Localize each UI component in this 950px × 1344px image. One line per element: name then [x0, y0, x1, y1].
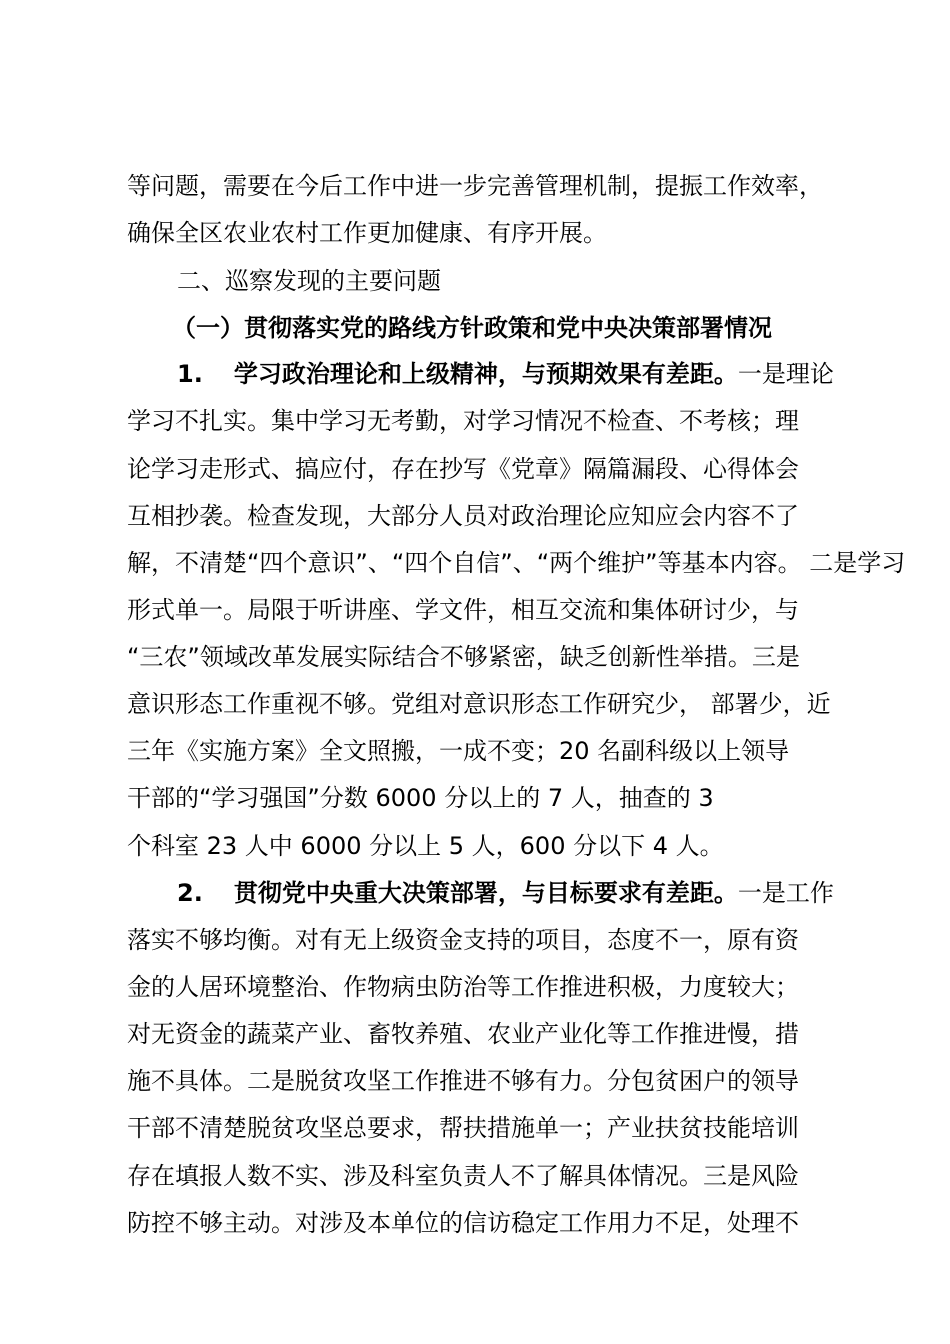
- text-line: 三年《实施方案》全文照搬，一成不变；20 名副科级以上领导: [127, 737, 790, 765]
- item-2-heading: 贯彻党中央重大决策部署，与目标要求有差距。: [233, 879, 738, 907]
- text-line: 互相抄袭。检查发现，大部分人员对政治理论应知应会内容不了: [127, 502, 799, 530]
- section-heading: 二、巡察发现的主要问题: [177, 267, 441, 295]
- item-1-heading: 学习政治理论和上级精神，与预期效果有差距。: [233, 360, 738, 388]
- text-line: 金的人居环境整治、作物病虫防治等工作推进积极，力度较大；: [127, 973, 799, 1001]
- text-line: 干部的“学习强国”分数 6000 分以上的 7 人，抽查的 3: [127, 784, 714, 812]
- text-line: 个科室 23 人中 6000 分以上 5 人，600 分以下 4 人。: [127, 832, 724, 860]
- text-line: 落实不够均衡。对有无上级资金支持的项目，态度不一，原有资: [127, 926, 799, 954]
- text-line: 对无资金的蔬菜产业、畜牧养殖、农业产业化等工作推进慢，措: [127, 1020, 799, 1048]
- text-line: “三农”领域改革发展实际结合不够紧密，缺乏创新性举措。三是: [127, 643, 800, 671]
- item-1-text: 一是理论: [737, 360, 834, 388]
- text-line: 论学习走形式、搞应付，存在抄写《党章》隔篇漏段、心得体会: [127, 455, 799, 483]
- item-2-text: 一是工作: [737, 879, 834, 907]
- text-line: 等问题，需要在今后工作中进一步完善管理机制，提振工作效率，: [127, 172, 823, 200]
- text-line: 防控不够主动。对涉及本单位的信访稳定工作用力不足，处理不: [127, 1209, 799, 1237]
- text-line: 学习不扎实。集中学习无考勤，对学习情况不检查、不考核；理: [127, 407, 799, 435]
- item-2-paragraph-start: [177, 881, 834, 905]
- text-line: 意识形态工作重视不够。党组对意识形态工作研究少， 部署少，近: [127, 690, 831, 718]
- item-1-paragraph-start: [177, 362, 834, 386]
- text-line: 存在填报人数不实、涉及科室负责人不了解具体情况。三是风险: [127, 1162, 799, 1190]
- text-line: 形式单一。局限于听讲座、学文件，相互交流和集体研讨少，与: [127, 596, 799, 624]
- text-line: 干部不清楚脱贫攻坚总要求，帮扶措施单一；产业扶贫技能培训: [127, 1114, 799, 1142]
- item-1-number: 1.: [177, 360, 203, 388]
- text-line: 施不具体。二是脱贫攻坚工作推进不够有力。分包贫困户的领导: [127, 1067, 799, 1095]
- item-2-number: 2.: [177, 879, 203, 907]
- subsection-heading: （一）贯彻落实党的路线方针政策和党中央决策部署情况: [172, 314, 772, 342]
- text-line: 解，不清楚“四个意识”、“四个自信”、“两个维护”等基本内容。 二是学习: [127, 549, 906, 577]
- text-line: 确保全区农业农村工作更加健康、有序开展。: [127, 219, 607, 247]
